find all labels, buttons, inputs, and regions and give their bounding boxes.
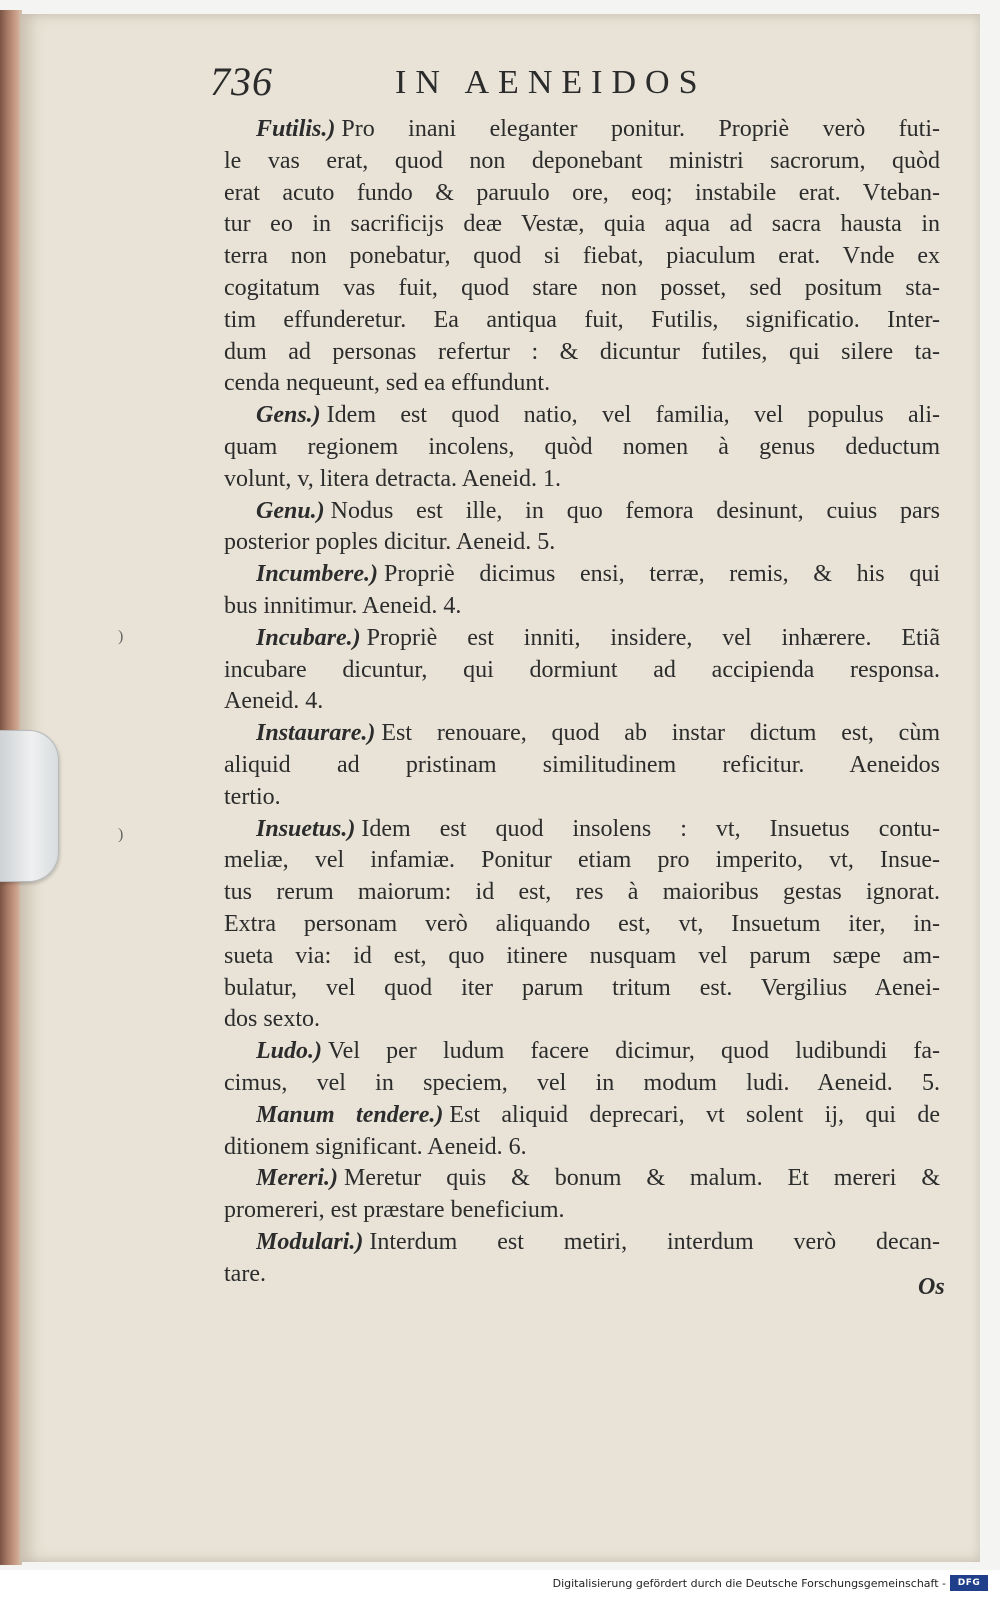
entry-line: [256, 400, 940, 430]
line-text: Idem est quod natio, vel familia, vel populus ali-: [326, 402, 940, 429]
line-text: Propriè est inniti, insidere, vel inhærere. Etiã: [366, 624, 940, 651]
entry-line: [256, 718, 940, 748]
text-line: [224, 178, 940, 208]
line-text: Pro inani eleganter ponitur. Propriè verò futi-: [341, 116, 940, 142]
margin-mark: ): [118, 826, 124, 843]
text-line: [224, 750, 940, 780]
entry-lemma: Manum tendere.): [256, 1101, 444, 1128]
funding-credit: Digitalisierung gefördert durch die Deutsche Forschungsgemeinschaft -: [552, 1577, 946, 1590]
text-line: [224, 686, 940, 716]
line-text: Est renouare, quod ab instar dictum est, cùm: [381, 720, 940, 747]
line-text: Propriè dicimus ensi, terræ, remis, & his qui: [384, 561, 940, 588]
line-text: Meretur quis & bonum & malum. Et mereri &: [343, 1165, 940, 1192]
text-line: [224, 527, 940, 557]
entry-line: [256, 559, 940, 589]
line-text: Extra personam verò aliquando est, vt, Insuetum iter, in-: [224, 911, 940, 937]
line-text: cenda nequeunt, sed ea effundunt.: [224, 370, 551, 397]
text-line: [224, 337, 940, 367]
line-text: cimus, vel in speciem, vel in modum ludi. Aeneid. 5.: [224, 1070, 940, 1096]
line-text: Interdum est metiri, interdum verò decan-: [369, 1229, 940, 1255]
line-text: volunt, v, litera detracta. Aeneid. 1.: [224, 465, 561, 492]
text-line: [224, 877, 940, 907]
text-line: [224, 782, 940, 812]
margin-mark: ): [118, 628, 124, 645]
line-text: quam regionem incolens, quòd nomen à genus deductum: [224, 434, 940, 460]
entry-line: [256, 496, 940, 526]
line-text: tim effunderetur. Ea antiqua fuit, Futilis, significatio. Inter-: [224, 306, 940, 333]
line-text: dos sexto.: [224, 1006, 320, 1033]
entry-line: [256, 1100, 940, 1130]
text-line: [224, 241, 940, 271]
text-line: [224, 1004, 940, 1034]
text-line: [224, 305, 940, 335]
line-text: posterior poples dicitur. Aeneid. 5.: [224, 529, 556, 556]
bookmark-tab: [0, 730, 59, 882]
text-line: [224, 1068, 940, 1098]
text-line: [224, 909, 940, 939]
entry-line: [256, 1163, 940, 1193]
line-text: le vas erat, quod non deponebant ministri sacrorum, quòd: [224, 147, 940, 174]
line-text: sueta via: id est, quo itinere nusquam vel parum sæpe am-: [224, 942, 940, 969]
dfg-logo: DFG: [950, 1575, 988, 1591]
line-text: bus innitimur. Aeneid. 4.: [224, 593, 462, 619]
text-line: [224, 146, 940, 176]
line-text: tur eo in sacrificijs deæ Vestæ, quia aqua ad sacra hausta in: [224, 211, 940, 238]
entry-line: [256, 814, 940, 844]
entry-lemma: Instaurare.): [256, 720, 376, 747]
line-text: erat acuto fundo & paruulo ore, eoq; instabile erat. Vteban-: [224, 179, 940, 206]
entry-line: [256, 1036, 940, 1066]
line-text: Nodus est ille, in quo femora desinunt, cuius pars: [330, 497, 940, 524]
running-head: IN AENEIDOS: [395, 64, 707, 101]
entry-line: [256, 623, 940, 653]
line-text: cogitatum vas fuit, quod stare non posset, sed positum sta-: [224, 275, 940, 301]
line-text: tare.: [224, 1260, 266, 1287]
text-line: [224, 368, 940, 398]
text-line: [224, 973, 940, 1003]
line-text: Idem est quod insolens : vt, Insuetus contu-: [361, 815, 940, 842]
entry-line: [256, 114, 940, 144]
text-line: [224, 655, 940, 685]
line-text: tertio.: [224, 783, 281, 810]
entry-lemma: Insuetus.): [256, 815, 356, 842]
line-text: aliquid ad pristinam similitudinem reficitur. Aeneidos: [224, 752, 940, 778]
entry-lemma: Gens.): [256, 402, 321, 429]
entry-lemma: Incubare.): [256, 624, 361, 651]
text-line: [224, 941, 940, 971]
entry-lemma: Modulari.): [256, 1229, 364, 1255]
text-line: [224, 1195, 940, 1225]
text-line: [224, 1132, 940, 1162]
line-text: Vel per ludum facere dicimur, quod ludibundi fa-: [328, 1038, 940, 1065]
page-number: 736: [210, 59, 273, 104]
text-line: [224, 845, 940, 875]
text-line: [224, 209, 940, 239]
text-line: [224, 591, 940, 621]
entry-lemma: Genu.): [256, 497, 325, 524]
entry-lemma: Incumbere.): [256, 561, 378, 588]
text-line: [224, 273, 940, 303]
line-text: tus rerum maiorum: id est, res à maioribus gestas ignorat.: [224, 879, 940, 906]
entry-lemma: Ludo.): [256, 1038, 322, 1065]
text-line: [224, 1259, 940, 1289]
text-line: [224, 464, 940, 494]
line-text: dum ad personas refertur : & dicuntur futiles, qui silere ta-: [224, 338, 940, 365]
line-text: promereri, est præstare beneficium.: [224, 1197, 565, 1224]
entry-line: [256, 1227, 940, 1257]
line-text: Aeneid. 4.: [224, 688, 324, 715]
line-text: Est aliquid deprecari, vt solent ij, qui de: [449, 1101, 940, 1128]
entry-lemma: Futilis.): [256, 116, 336, 142]
catchword: Os: [918, 1274, 945, 1300]
line-text: ditionem significant. Aeneid. 6.: [224, 1133, 527, 1160]
entry-lemma: Mereri.): [256, 1165, 338, 1192]
line-text: incubare dicuntur, qui dormiunt ad accipienda responsa.: [224, 656, 940, 683]
line-text: meliæ, vel infamiæ. Ponitur etiam pro imperito, vt, Insue-: [224, 847, 940, 874]
line-text: bulatur, vel quod iter parum tritum est. Vergilius Aenei-: [224, 974, 940, 1001]
text-line: [224, 432, 940, 462]
line-text: terra non ponebatur, quod si fiebat, piaculum erat. Vnde ex: [224, 243, 940, 270]
